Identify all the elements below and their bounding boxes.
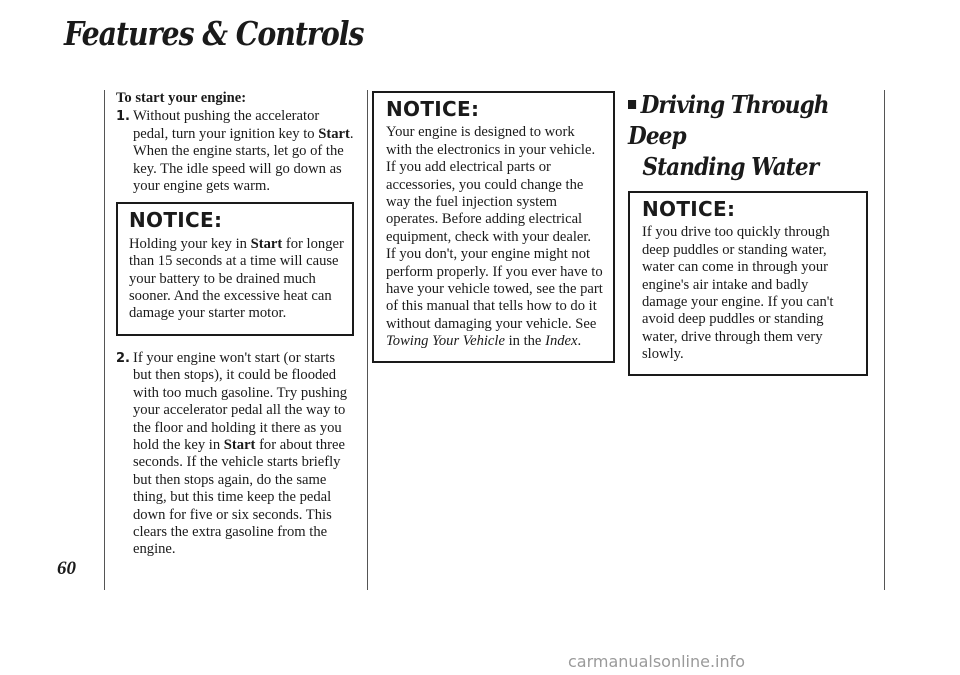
step-2-text: If your engine won't start (or starts but then stops), it could be flooded with too much gasoline. Try pushing your accelerator pedal all the way to the floor and holding it there as you hold the key in Start for about three seconds. If the vehicle starts briefly but then stops again, do the same thing, but this time keep the pedal down for five or six seconds. This clears the extra gasoline from the engine. bbox=[133, 349, 348, 558]
step-2 bbox=[116, 350, 354, 559]
notice-text: If you drive too quickly through deep puddles or standing water, water can come in through your engine's air intake and badly damage your engine. If you can't avoid deep puddles or standing water, drive through them very slowly. bbox=[642, 224, 834, 363]
notice-title: NOTICE: bbox=[386, 97, 480, 121]
notice-text: Holding your key in Start for longer than 15 seconds at a time will cause your battery to be drained much sooner. And the excessive heat can damage your starter motor. bbox=[129, 235, 344, 322]
step-1-text: Without pushing the accelerator pedal, turn your ignition key to Start. When the engine starts, let go of the key. The idle speed will go down as your engine gets warm. bbox=[133, 108, 354, 195]
index-reference: Index bbox=[545, 333, 578, 350]
notice-box-electronics bbox=[372, 91, 615, 363]
subhead-start-engine: To start your engine: bbox=[116, 90, 247, 106]
start-key-label: Start bbox=[250, 235, 283, 252]
index-reference-towing: Towing Your Vehicle bbox=[386, 333, 505, 350]
notice-box-deep-water bbox=[628, 191, 868, 376]
right-column bbox=[628, 89, 868, 376]
middle-column bbox=[372, 91, 615, 363]
watermark: carmanualsonline.info bbox=[568, 652, 746, 671]
start-key-label: Start bbox=[223, 436, 256, 453]
notice-title: NOTICE: bbox=[129, 208, 223, 233]
notice-box-starter bbox=[116, 202, 354, 335]
section-heading-deep-water: Driving Through Deep Standing Water bbox=[628, 90, 829, 181]
page-title: Features & Controls bbox=[64, 14, 364, 53]
page-number: 60 bbox=[57, 558, 76, 579]
square-bullet-icon bbox=[628, 100, 636, 109]
column-rule-middle bbox=[367, 90, 368, 590]
notice-title: NOTICE: bbox=[642, 197, 736, 221]
notice-text: Your engine is designed to work with the electronics in your vehicle. If you add electrical parts or accessories, you could change the way the fuel injection system operates. Before adding electrical equipment, check with your dealer. If you don't, your engine might not perform properly. If you ever have to have your vehicle towed, see the part of this manual that tells how to do it without damaging your vehicle. See Towing Your Vehicle in the Index. bbox=[386, 124, 603, 350]
start-key-label: Start bbox=[318, 125, 350, 142]
column-rule-left bbox=[104, 90, 105, 590]
left-column bbox=[116, 90, 354, 566]
step-1-number: 1. bbox=[116, 109, 130, 125]
step-1 bbox=[116, 108, 354, 195]
step-2-number: 2. bbox=[116, 350, 130, 366]
column-rule-right bbox=[884, 90, 885, 590]
